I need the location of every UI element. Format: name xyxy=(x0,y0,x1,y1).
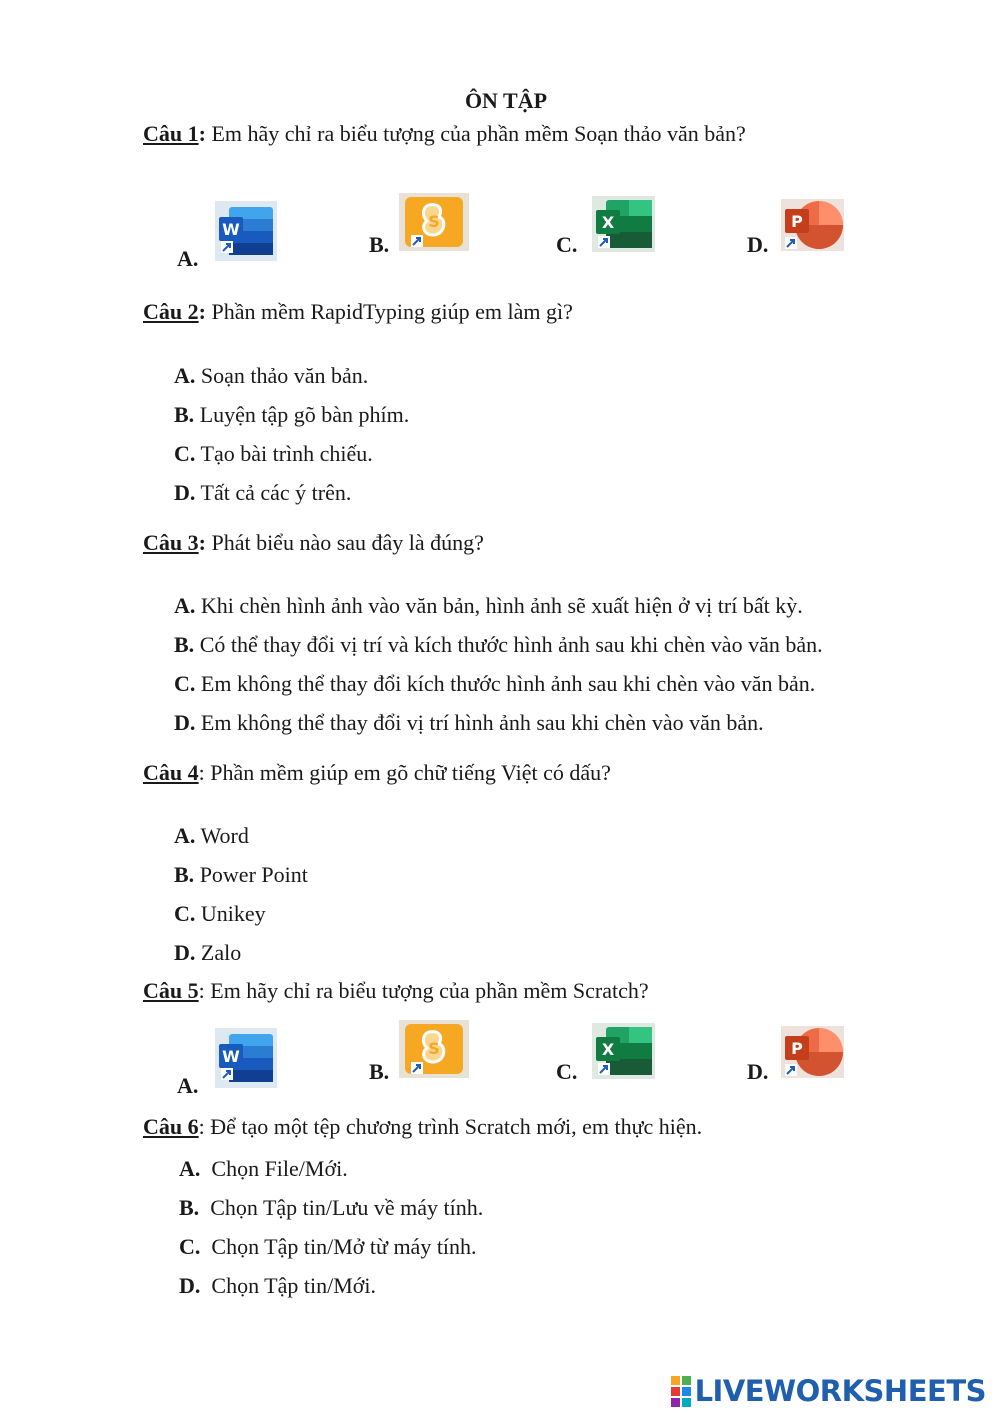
question-2: Câu 2: Phần mềm RapidTyping giúp em làm gì? xyxy=(143,299,573,324)
option-letter: D. xyxy=(747,232,769,257)
answer-option[interactable]: C. Em không thể thay đổi kích thước hình ảnh sau khi chèn vào văn bản. xyxy=(174,671,816,696)
answer-option[interactable]: D. Tất cả các ý trên. xyxy=(174,480,352,505)
option-letter: C. xyxy=(556,1059,578,1084)
svg-text:W: W xyxy=(222,220,240,239)
answer-option[interactable]: C. Unikey xyxy=(174,901,266,926)
page-title: ÔN TẬP xyxy=(464,88,548,113)
svg-text:S: S xyxy=(428,1039,440,1058)
question-text: Để tạo một tệp chương trình Scratch mới, em thực hiện. xyxy=(204,1114,703,1139)
question-label: Câu 3 xyxy=(143,530,199,555)
answer-option[interactable]: D. Em không thể thay đổi vị trí hình ảnh sau khi chèn vào văn bản. xyxy=(174,710,764,735)
option-letter: D. xyxy=(747,1059,769,1084)
word-icon[interactable] xyxy=(215,201,277,266)
logo-grid-icon xyxy=(671,1376,691,1407)
answer-option[interactable]: C. Chọn Tập tin/Mở từ máy tính. xyxy=(179,1234,477,1259)
answer-option[interactable]: C. Tạo bài trình chiếu. xyxy=(174,441,373,466)
excel-icon[interactable] xyxy=(592,196,655,257)
svg-text:P: P xyxy=(791,212,803,231)
answer-option[interactable]: A. Soạn thảo văn bản. xyxy=(174,363,369,388)
powerpoint-icon[interactable] xyxy=(781,1026,844,1083)
excel-icon[interactable] xyxy=(592,1023,655,1084)
question-text: Em hãy chỉ ra biểu tượng của phần mềm Scratch? xyxy=(204,978,649,1003)
answer-option[interactable]: A. Khi chèn hình ảnh vào văn bản, hình ảnh sẽ xuất hiện ở vị trí bất kỳ. xyxy=(174,593,803,618)
option-letter: A. xyxy=(177,246,199,271)
option-letter: B. xyxy=(369,1059,390,1084)
question-label: Câu 1 xyxy=(143,121,199,146)
scratch-icon[interactable] xyxy=(399,193,469,256)
svg-text:W: W xyxy=(222,1047,240,1066)
liveworksheets-logo xyxy=(671,1374,986,1408)
svg-text:S: S xyxy=(428,212,440,231)
question-label: Câu 4 xyxy=(143,760,199,785)
svg-text:P: P xyxy=(791,1039,803,1058)
svg-text:X: X xyxy=(601,213,615,232)
question-label: Câu 2 xyxy=(143,299,199,324)
question-1: Câu 1: Em hãy chỉ ra biểu tượng của phần mềm Soạn thảo văn bản? xyxy=(143,121,746,146)
answer-option[interactable]: A. Word xyxy=(174,823,249,848)
option-letter: B. xyxy=(369,232,390,257)
question-text: Phần mềm RapidTyping giúp em làm gì? xyxy=(205,299,573,324)
question-text: Phát biểu nào sau đây là đúng? xyxy=(205,530,484,555)
option-letter: A. xyxy=(177,1073,199,1098)
question-4: Câu 4: Phần mềm giúp em gõ chữ tiếng Việt có dấu? xyxy=(143,760,611,785)
question-text: Phần mềm giúp em gõ chữ tiếng Việt có dấu? xyxy=(204,760,611,785)
answer-option[interactable]: B. Có thể thay đổi vị trí và kích thước hình ảnh sau khi chèn vào văn bản. xyxy=(174,632,823,657)
word-icon[interactable] xyxy=(215,1028,277,1093)
answer-option[interactable]: B. Power Point xyxy=(174,862,308,887)
answer-option[interactable]: D. Zalo xyxy=(174,940,242,965)
answer-option[interactable]: B. Luyện tập gõ bàn phím. xyxy=(174,402,410,427)
option-letter: C. xyxy=(556,232,578,257)
powerpoint-icon[interactable] xyxy=(781,199,844,256)
svg-text:X: X xyxy=(601,1040,615,1059)
answer-option[interactable]: B. Chọn Tập tin/Lưu về máy tính. xyxy=(179,1195,484,1220)
question-3: Câu 3: Phát biểu nào sau đây là đúng? xyxy=(143,530,484,555)
scratch-icon[interactable] xyxy=(399,1020,469,1083)
question-label: Câu 5 xyxy=(143,978,199,1003)
question-label: Câu 6 xyxy=(143,1114,199,1139)
question-6: Câu 6: Để tạo một tệp chương trình Scratch mới, em thực hiện. xyxy=(143,1114,703,1139)
question-text: Em hãy chỉ ra biểu tượng của phần mềm Soạn thảo văn bản? xyxy=(205,121,746,146)
brand-text: LIVEWORKSHEETS xyxy=(694,1374,986,1408)
answer-option[interactable]: D. Chọn Tập tin/Mới. xyxy=(179,1273,377,1298)
question-5: Câu 5: Em hãy chỉ ra biểu tượng của phần mềm Scratch? xyxy=(143,978,649,1003)
answer-option[interactable]: A. Chọn File/Mới. xyxy=(179,1156,348,1181)
